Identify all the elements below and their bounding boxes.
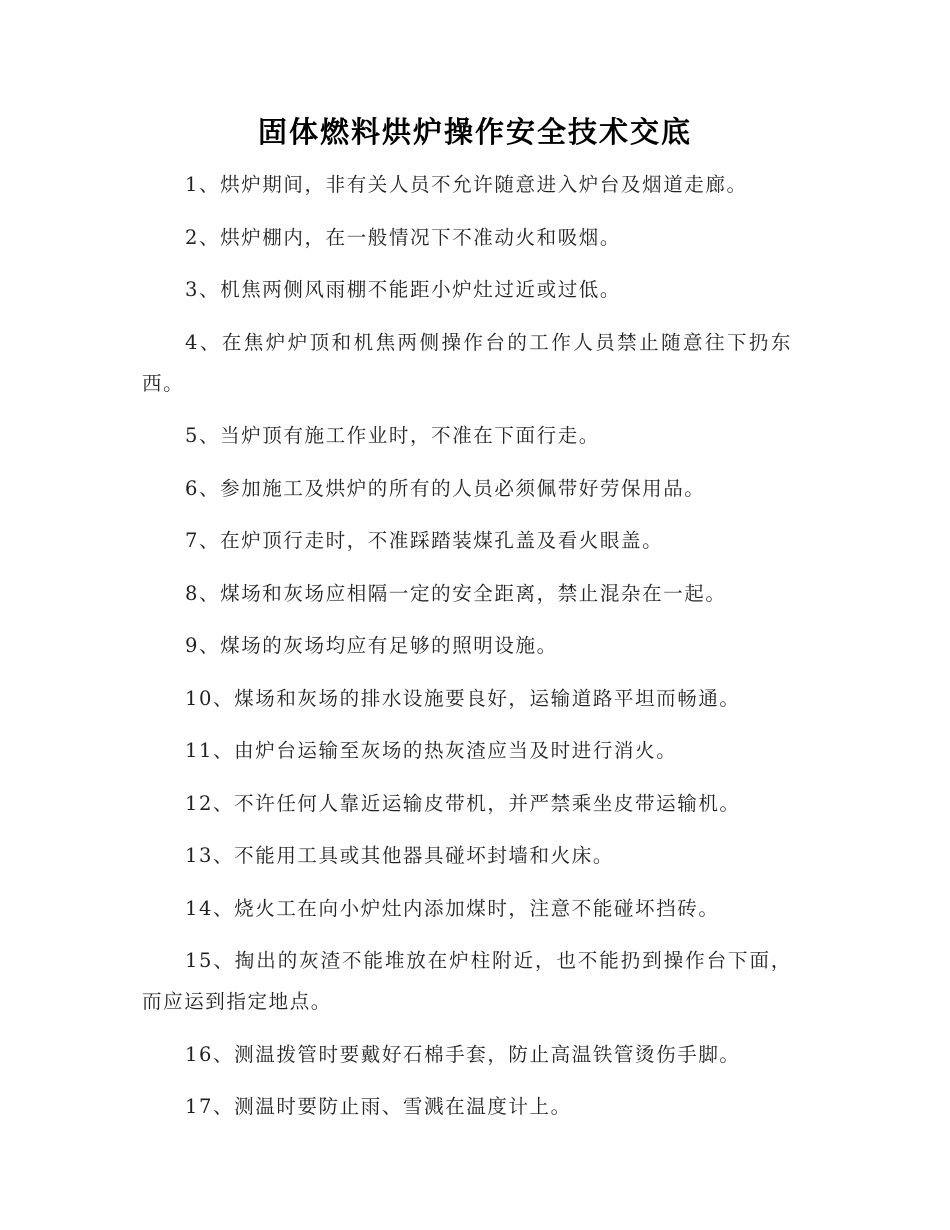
- document-title: 固体燃料烘炉操作安全技术交底: [257, 115, 692, 149]
- safety-item: 10、煤场和灰场的排水设施要良好，运输道路平坦而畅通。: [185, 686, 741, 710]
- safety-item: 2、烘炉棚内，在一般情况下不准动火和吸烟。: [185, 225, 622, 249]
- safety-item: 5、当炉顶有施工作业时，不准在下面行走。: [185, 424, 600, 447]
- safety-item: 15、掏出的灰渣不能堆放在炉柱附近，也不能扔到操作台下面，而应运到指定地点。: [142, 949, 792, 1013]
- safety-item: 16、测温拨管时要戴好石棉手套，防止高温铁管烫伤手脚。: [185, 1042, 741, 1066]
- safety-item: 4、在焦炉炉顶和机焦两侧操作台的工作人员禁止随意往下扔东西。: [142, 330, 792, 395]
- safety-item: 8、煤场和灰场应相隔一定的安全距离，禁止混杂在一起。: [185, 581, 727, 605]
- safety-item: 1、烘炉期间，非有关人员不允许随意进入炉台及烟道走廊。: [185, 173, 748, 196]
- safety-item: 12、不许任何人靠近运输皮带机，并严禁乘坐皮带运输机。: [185, 791, 741, 815]
- safety-item: 11、由炉台运输至灰场的热灰渣应当及时进行消火。: [185, 739, 678, 762]
- safety-item: 14、烧火工在向小炉灶内添加煤时，注意不能碰坏挡砖。: [185, 896, 720, 920]
- safety-item: 3、机焦两侧风雨棚不能距小炉灶过近或过低。: [185, 278, 622, 301]
- safety-item: 6、参加施工及烘炉的所有的人员必须佩带好劳保用品。: [185, 476, 706, 500]
- safety-item: 17、测温时要防止雨、雪溅在温度计上。: [185, 1095, 572, 1118]
- safety-item: 9、煤场的灰场均应有足够的照明设施。: [185, 634, 558, 657]
- safety-item: 7、在炉顶行走时，不准踩踏装煤孔盖及看火眼盖。: [185, 529, 664, 552]
- safety-item-list: [142, 164, 792, 1139]
- safety-item: 13、不能用工具或其他器具碰坏封墙和火床。: [185, 844, 614, 867]
